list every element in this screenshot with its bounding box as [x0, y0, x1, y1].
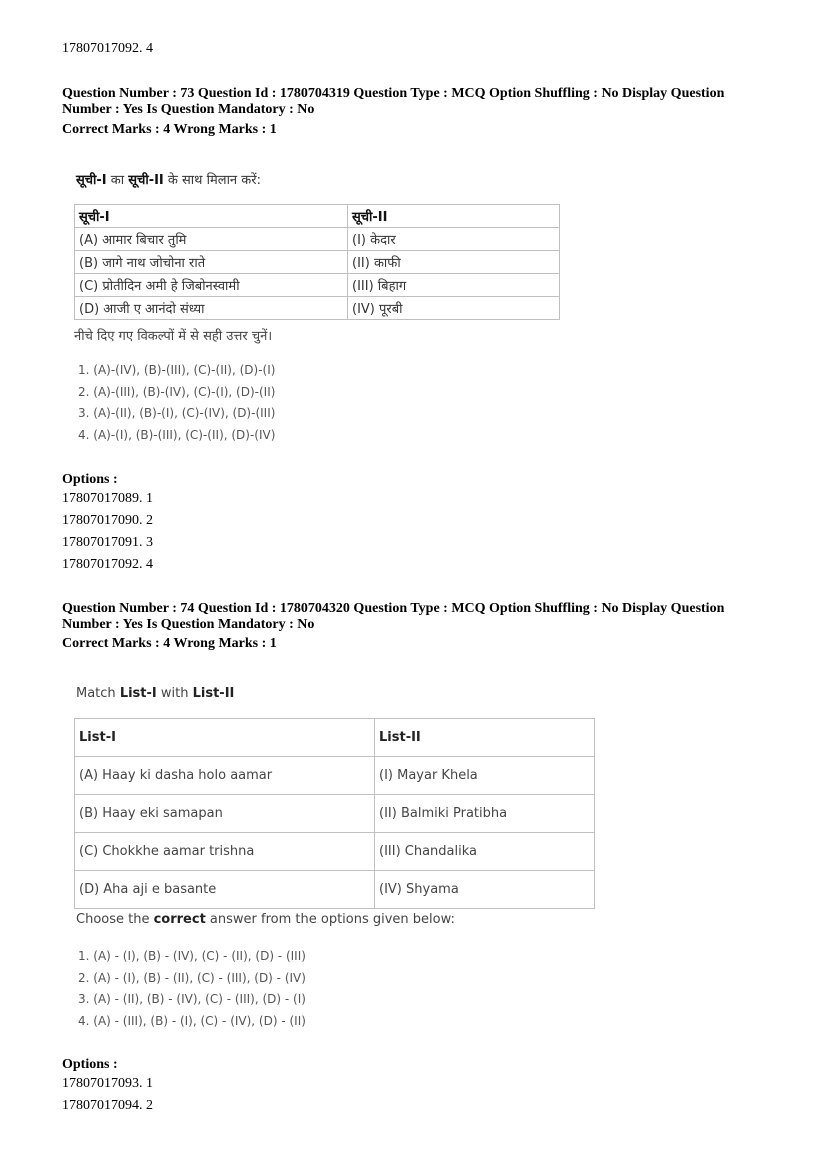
table-header-cell: List-II: [375, 719, 595, 757]
q74-meta-line1: Question Number : 74 Question Id : 1780704320 Question Type : MCQ Option Shuffling : No Display Question: [62, 601, 725, 616]
table-cell: (I) Mayar Khela: [375, 757, 595, 795]
q74-options-label: Options :: [62, 1057, 118, 1072]
table-cell: (C) प्रोतीदिन अमी हे जिबोनस्वामी: [75, 274, 348, 297]
table-row: [75, 833, 595, 871]
q73-prompt: सूची-I का सूची-II के साथ मिलान करें:: [76, 173, 261, 188]
table-cell: (B) जागे नाथ जोचोना राते: [75, 251, 348, 274]
table-cell: (B) Haay eki samapan: [75, 795, 375, 833]
table-row: [75, 297, 560, 320]
table-cell: (IV) पूरबी: [348, 297, 560, 320]
choice-item: 1. (A) - (I), (B) - (IV), (C) - (II), (D) - (III): [78, 949, 306, 963]
choice-item: 4. (A)-(I), (B)-(III), (C)-(II), (D)-(IV): [78, 427, 276, 442]
q73-match-table: [74, 204, 560, 320]
table-cell: (III) बिहाग: [348, 274, 560, 297]
table-cell: (A) Haay ki dasha holo aamar: [75, 757, 375, 795]
q73-option-1: 17807017089. 1: [62, 491, 153, 506]
choice-item: 2. (A)-(III), (B)-(IV), (C)-(I), (D)-(II): [78, 384, 276, 399]
table-header-cell: List-I: [75, 719, 375, 757]
q74-match-table: [74, 718, 595, 909]
q73-meta-line1: Question Number : 73 Question Id : 1780704319 Question Type : MCQ Option Shuffling : No Display Question: [62, 86, 725, 101]
table-row: [75, 757, 595, 795]
table-cell: (A) आमार बिचार तुमि: [75, 228, 348, 251]
q73-meta-line2: Number : Yes Is Question Mandatory : No: [62, 102, 315, 117]
q74-choice-list: [78, 946, 306, 1032]
choice-item: 3. (A) - (II), (B) - (IV), (C) - (III), (D) - (I): [78, 992, 306, 1006]
q73-options-label: Options :: [62, 472, 118, 487]
table-row: [75, 871, 595, 909]
table-cell: (II) Balmiki Pratibha: [375, 795, 595, 833]
table-cell: (IV) Shyama: [375, 871, 595, 909]
q73-choice-list: [78, 360, 275, 446]
choice-item: 2. (A) - (I), (B) - (II), (C) - (III), (D) - (IV): [78, 970, 306, 985]
table-cell: (III) Chandalika: [375, 833, 595, 871]
q74-option-2: 17807017094. 2: [62, 1098, 153, 1113]
q73-option-3: 17807017091. 3: [62, 535, 153, 550]
table-header-cell: सूची-II: [348, 205, 560, 228]
q74-question-image: [74, 684, 604, 1034]
table-cell: (D) आजी ए आनंदो संध्या: [75, 297, 348, 320]
choice-item: 4. (A) - (III), (B) - (I), (C) - (IV), (D) - (II): [78, 1013, 306, 1028]
table-cell: (D) Aha aji e basante: [75, 871, 375, 909]
table-cell: (C) Chokkhe aamar trishna: [75, 833, 375, 871]
table-header-cell: सूची-I: [75, 205, 348, 228]
choice-item: 3. (A)-(II), (B)-(I), (C)-(IV), (D)-(III): [78, 406, 276, 420]
choice-item: 1. (A)-(IV), (B)-(III), (C)-(II), (D)-(I): [78, 363, 276, 377]
q74-meta-line2: Number : Yes Is Question Mandatory : No: [62, 617, 315, 632]
q74-marks: Correct Marks : 4 Wrong Marks : 1: [62, 636, 277, 651]
q74-prompt: Match List-I with List-II: [76, 686, 235, 701]
q74-option-1: 17807017093. 1: [62, 1076, 153, 1091]
q73-marks: Correct Marks : 4 Wrong Marks : 1: [62, 122, 277, 137]
table-cell: (I) केदार: [348, 228, 560, 251]
table-row: [75, 274, 560, 297]
table-row: [75, 795, 595, 833]
previous-option-line: 17807017092. 4: [62, 41, 153, 56]
q74-instruction: Choose the correct answer from the options given below:: [76, 912, 455, 927]
q73-option-2: 17807017090. 2: [62, 513, 153, 528]
table-header-row: [75, 719, 595, 757]
table-cell: (II) काफी: [348, 251, 560, 274]
table-header-row: [75, 205, 560, 228]
table-row: [75, 228, 560, 251]
q73-question-image: [74, 168, 564, 450]
table-row: [75, 251, 560, 274]
q73-option-4: 17807017092. 4: [62, 557, 153, 572]
q73-instruction: नीचे दिए गए विकल्पों में से सही उत्तर चुनें।: [74, 329, 273, 344]
